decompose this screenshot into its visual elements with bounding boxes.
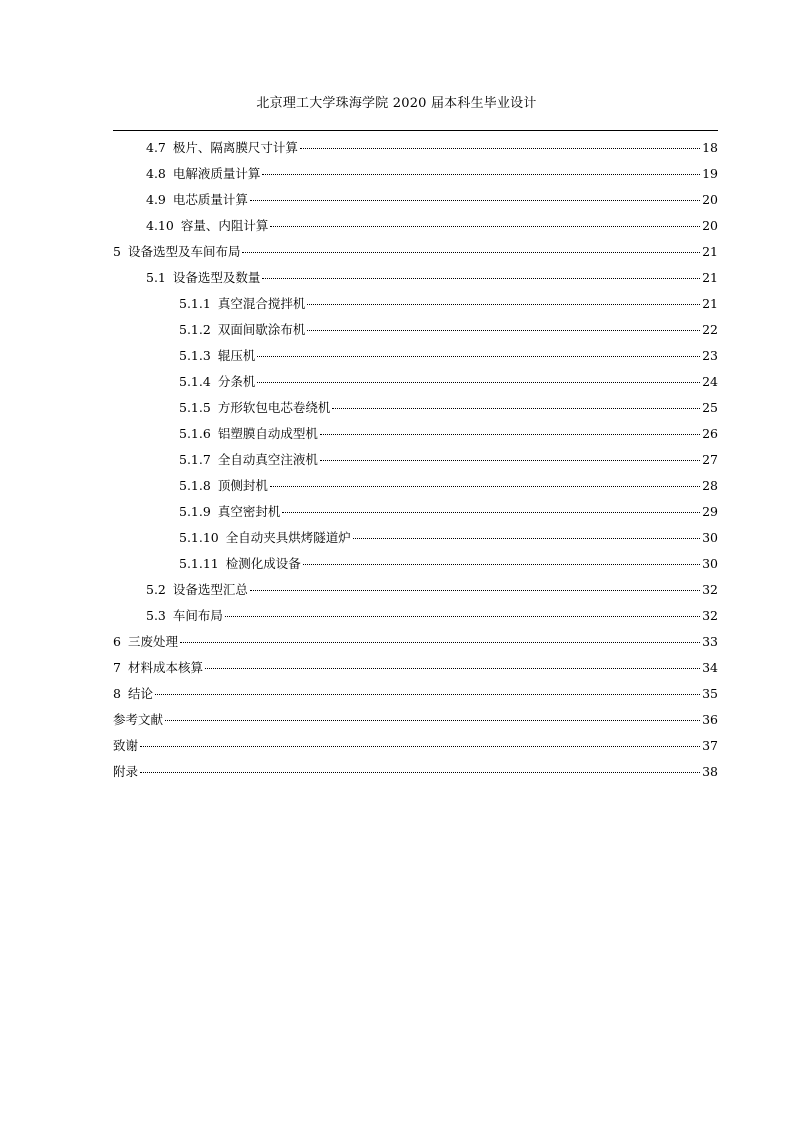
toc-entry[interactable] <box>113 499 718 525</box>
toc-dot-leader <box>155 694 700 695</box>
toc-entry-title: 极片、隔离膜尺寸计算 <box>172 140 298 155</box>
toc-entry-page-number: 32 <box>702 582 718 597</box>
toc-entry[interactable] <box>113 161 718 187</box>
toc-dot-leader <box>303 564 700 565</box>
toc-entry-number: 5.1.11 <box>179 556 219 571</box>
toc-dot-leader <box>270 486 700 487</box>
toc-entry[interactable] <box>113 265 718 291</box>
toc-entry-title: 辊压机 <box>217 348 256 363</box>
page-header-title: 北京理工大学珠海学院 2020 届本科生毕业设计 <box>256 96 537 111</box>
toc-entry-number: 5.1.4 <box>179 374 211 389</box>
toc-entry[interactable] <box>113 447 718 473</box>
toc-dot-leader <box>180 642 700 643</box>
toc-dot-leader <box>320 434 700 435</box>
toc-dot-leader <box>242 252 700 253</box>
toc-dot-leader <box>307 330 700 331</box>
toc-entry-number: 5.1.7 <box>179 452 211 467</box>
toc-entry-page-number: 33 <box>702 634 718 649</box>
toc-entry-title: 三废处理 <box>127 634 178 649</box>
toc-entry-title: 参考文献 <box>113 712 164 727</box>
toc-entry-title: 设备选型汇总 <box>172 582 248 597</box>
toc-entry-title: 容量、内阻计算 <box>180 218 269 233</box>
toc-dot-leader <box>300 148 700 149</box>
toc-entry-title: 方形软包电芯卷绕机 <box>217 400 331 415</box>
toc-dot-leader <box>282 512 700 513</box>
toc-entry-title: 双面间歇涂布机 <box>217 322 306 337</box>
toc-dot-leader <box>353 538 700 539</box>
toc-entry[interactable] <box>113 577 718 603</box>
toc-entry-page-number: 24 <box>702 374 718 389</box>
toc-entry[interactable] <box>113 681 718 707</box>
toc-dot-leader <box>205 668 700 669</box>
toc-entry-number: 5.1.5 <box>179 400 211 415</box>
toc-entry-page-number: 22 <box>702 322 718 337</box>
toc-entry[interactable] <box>113 655 718 681</box>
toc-entry-page-number: 37 <box>702 738 718 753</box>
toc-entry[interactable] <box>113 551 718 577</box>
toc-entry-number: 4.7 <box>146 140 166 155</box>
toc-entry[interactable] <box>113 733 718 759</box>
toc-entry-page-number: 21 <box>702 296 718 311</box>
toc-entry-title: 电芯质量计算 <box>172 192 248 207</box>
toc-entry-number: 5.2 <box>146 582 166 597</box>
toc-entry-page-number: 20 <box>702 192 718 207</box>
toc-entry[interactable] <box>113 707 718 733</box>
toc-entry[interactable] <box>113 291 718 317</box>
toc-entry-number: 4.9 <box>146 192 166 207</box>
toc-entry-number: 8 <box>113 686 121 701</box>
toc-entry-page-number: 30 <box>702 556 718 571</box>
toc-entry-number: 4.8 <box>146 166 166 181</box>
toc-entry-page-number: 35 <box>702 686 718 701</box>
toc-entry-page-number: 34 <box>702 660 718 675</box>
toc-entry[interactable] <box>113 239 718 265</box>
toc-entry-number: 5.1.1 <box>179 296 211 311</box>
toc-entry[interactable] <box>113 135 718 161</box>
toc-entry-number: 5.1.8 <box>179 478 211 493</box>
toc-entry-title: 结论 <box>127 686 153 701</box>
toc-dot-leader <box>165 720 700 721</box>
toc-entry-title: 设备选型及车间布局 <box>127 244 241 259</box>
toc-entry-title: 检测化成设备 <box>225 556 301 571</box>
toc-dot-leader <box>250 200 700 201</box>
toc-dot-leader <box>320 460 700 461</box>
toc-entry[interactable] <box>113 629 718 655</box>
toc-entry[interactable] <box>113 421 718 447</box>
toc-entry[interactable] <box>113 213 718 239</box>
toc-entry[interactable] <box>113 317 718 343</box>
toc-entry-page-number: 25 <box>702 400 718 415</box>
toc-entry-page-number: 20 <box>702 218 718 233</box>
toc-dot-leader <box>140 746 700 747</box>
toc-entry[interactable] <box>113 603 718 629</box>
toc-dot-leader <box>307 304 700 305</box>
toc-dot-leader <box>332 408 700 409</box>
toc-entry-page-number: 21 <box>702 270 718 285</box>
toc-dot-leader <box>257 356 700 357</box>
toc-entry-page-number: 26 <box>702 426 718 441</box>
toc-entry-number: 4.10 <box>146 218 174 233</box>
toc-entry-title: 设备选型及数量 <box>172 270 261 285</box>
toc-entry-number: 5.1.9 <box>179 504 211 519</box>
toc-entry-page-number: 21 <box>702 244 718 259</box>
table-of-contents <box>113 135 718 785</box>
toc-entry[interactable] <box>113 369 718 395</box>
toc-entry-title: 致谢 <box>113 738 139 753</box>
toc-dot-leader <box>257 382 700 383</box>
toc-entry[interactable] <box>113 395 718 421</box>
toc-entry-page-number: 19 <box>702 166 718 181</box>
toc-entry-page-number: 29 <box>702 504 718 519</box>
toc-entry-number: 5.1.6 <box>179 426 211 441</box>
toc-entry[interactable] <box>113 473 718 499</box>
toc-dot-leader <box>225 616 700 617</box>
toc-entry-title: 分条机 <box>217 374 256 389</box>
toc-entry-number: 7 <box>113 660 121 675</box>
toc-entry-page-number: 38 <box>702 764 718 779</box>
toc-entry-number: 5.1.10 <box>179 530 219 545</box>
toc-entry-title: 电解液质量计算 <box>172 166 261 181</box>
toc-entry-number: 5.1.3 <box>179 348 211 363</box>
toc-entry[interactable] <box>113 343 718 369</box>
toc-entry-page-number: 32 <box>702 608 718 623</box>
toc-entry-title: 真空混合搅拌机 <box>217 296 306 311</box>
toc-entry-title: 车间布局 <box>172 608 223 623</box>
toc-entry-title: 全自动真空注液机 <box>217 452 318 467</box>
toc-entry[interactable] <box>113 187 718 213</box>
toc-entry-title: 附录 <box>113 764 139 779</box>
toc-dot-leader <box>270 226 700 227</box>
toc-entry-title: 真空密封机 <box>217 504 281 519</box>
toc-entry-page-number: 36 <box>702 712 718 727</box>
header-divider <box>113 130 718 131</box>
toc-entry-page-number: 28 <box>702 478 718 493</box>
toc-entry-page-number: 30 <box>702 530 718 545</box>
toc-entry-page-number: 27 <box>702 452 718 467</box>
toc-entry-title: 材料成本核算 <box>127 660 203 675</box>
toc-entry-number: 6 <box>113 634 121 649</box>
toc-entry-title: 顶侧封机 <box>217 478 268 493</box>
toc-dot-leader <box>140 772 700 773</box>
toc-dot-leader <box>262 278 700 279</box>
toc-entry-number: 5.1 <box>146 270 166 285</box>
toc-entry-title: 全自动夹具烘烤隧道炉 <box>225 530 351 545</box>
toc-entry-page-number: 23 <box>702 348 718 363</box>
toc-entry[interactable] <box>113 759 718 785</box>
toc-entry-title: 铝塑膜自动成型机 <box>217 426 318 441</box>
toc-entry-number: 5.3 <box>146 608 166 623</box>
toc-entry-number: 5 <box>113 244 121 259</box>
toc-entry[interactable] <box>113 525 718 551</box>
toc-entry-number: 5.1.2 <box>179 322 211 337</box>
toc-entry-page-number: 18 <box>702 140 718 155</box>
toc-dot-leader <box>250 590 700 591</box>
toc-dot-leader <box>262 174 700 175</box>
